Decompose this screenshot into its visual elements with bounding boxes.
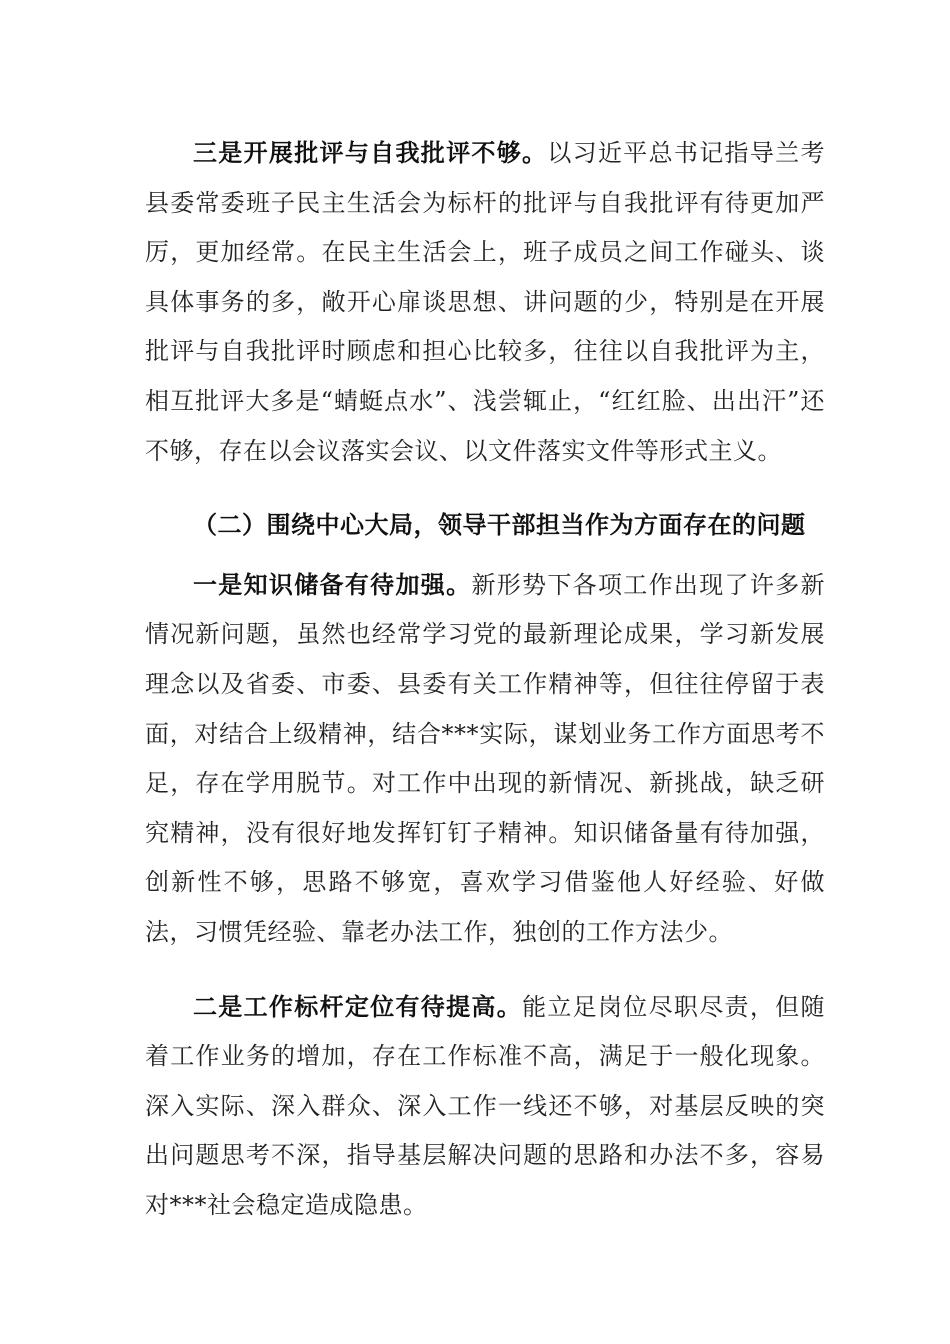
- paragraph-lead: 二是工作标杆定位有待提高。: [193, 991, 523, 1021]
- paragraph-benchmark: [145, 982, 825, 1231]
- paragraph-text: 新形势下各项工作出现了许多新情况新问题，虽然也经常学习党的最新理论成果，学习新发展理念以及省委、市委、县委有关工作精神等，但往往停留于表面，对结合上级精神，结合***实际，谋划业务工作方面思考不足，存在学用脱节。对工作中出现的新情况、新挑战，缺乏研究精神，没有很好地发挥钉钉子精神。知识储备量有待加强，创新性不够，思路不够宽，喜欢学习借鉴他人好经验、好做法，习惯凭经验、靠老办法工作，独创的工作方法少。: [145, 570, 825, 946]
- paragraph-lead: 一是知识储备有待加强。: [193, 569, 472, 599]
- paragraph-text: 以习近平总书记指导兰考县委常委班子民主生活会为标杆的批评与自我批评有待更加严厉，更加经常。在民主生活会上，班子成员之间工作碰头、谈具体事务的多，敞开心扉谈思想、讲问题的少，特别是在开展批评与自我批评时顾虑和担心比较多，往往以自我批评为主，相互批评大多是“蜻蜓点水”、浅尝辄止，“红红脸、出出汗”还不够，存在以会议落实会议、以文件落实文件等形式主义。: [145, 139, 825, 465]
- paragraph-lead: 三是开展批评与自我批评不够。: [193, 138, 548, 167]
- paragraph-criticism: [145, 128, 825, 476]
- section-heading: （二）围绕中心大局，领导干部担当作为方面存在的问题: [193, 510, 806, 540]
- document-body: [145, 128, 825, 1230]
- paragraph-knowledge: [145, 560, 825, 958]
- paragraph-text: 能立足岗位尽职尽责，但随着工作业务的增加，存在工作标准不高，满足于一般化现象。深入实际、深入群众、深入工作一线还不够，对基层反映的突出问题思考不深，指导基层解决问题的思路和办法不多，容易对***社会稳定造成隐患。: [145, 992, 825, 1219]
